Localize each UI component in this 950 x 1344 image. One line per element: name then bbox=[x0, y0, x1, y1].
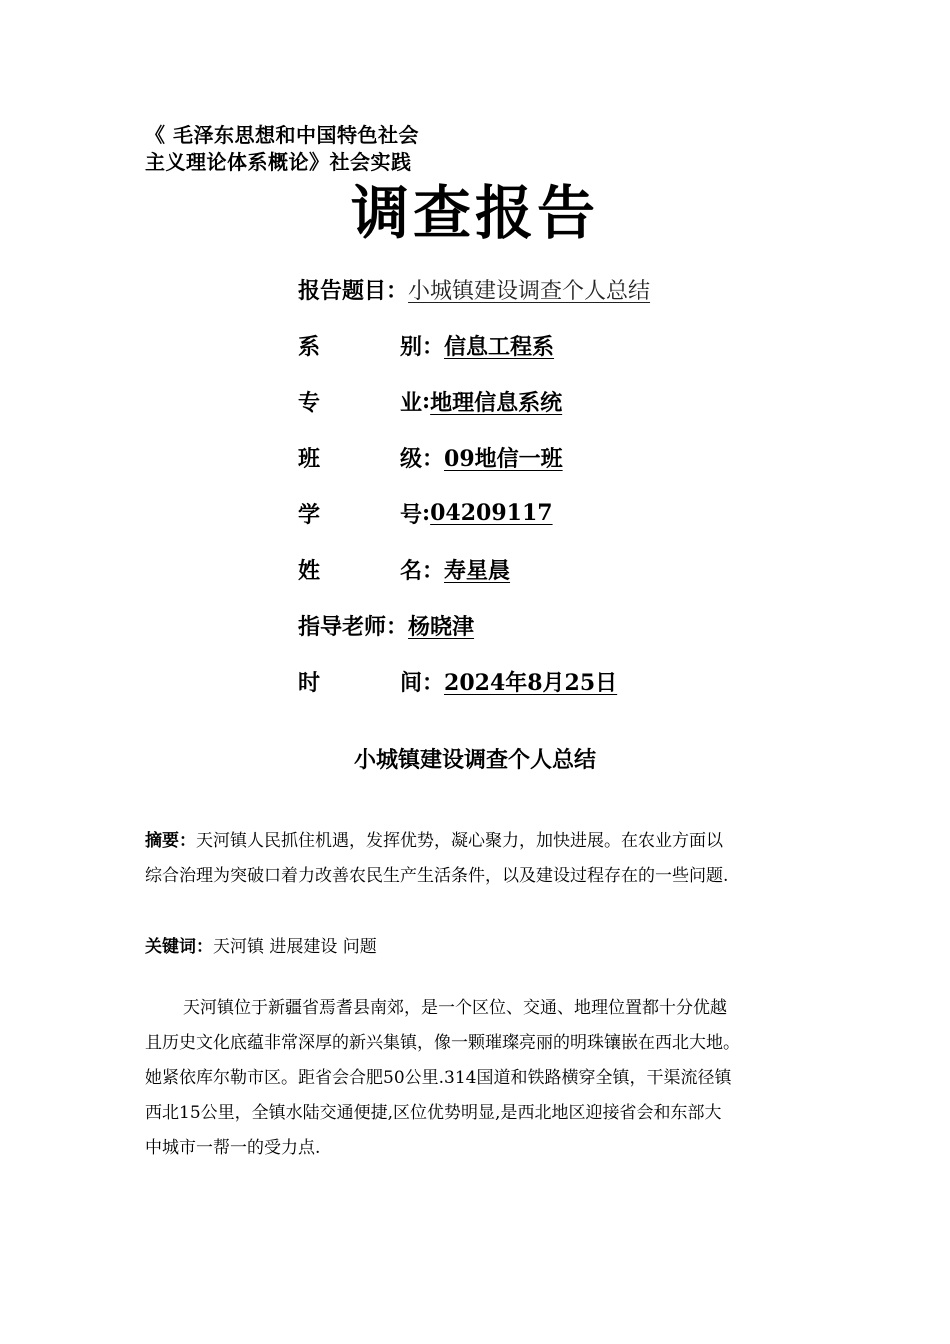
topic-colon: ： bbox=[386, 277, 409, 304]
department-value: 信息工程系 bbox=[444, 333, 555, 360]
body-line-1: 天河镇位于新疆省焉耆县南郊，是一个区位、交通、地理位置都十分优越 bbox=[183, 998, 727, 1018]
info-row-advisor bbox=[298, 609, 474, 641]
student-id-colon: : bbox=[422, 500, 431, 526]
class-value: 09地信一班 bbox=[444, 445, 563, 472]
info-row-class bbox=[298, 441, 563, 473]
class-label-b: 级 bbox=[399, 445, 422, 472]
student-id-label bbox=[298, 498, 422, 529]
class-label-a: 班 bbox=[298, 445, 321, 472]
info-row-date bbox=[298, 665, 617, 697]
date-colon: ： bbox=[422, 669, 445, 696]
class-colon: ： bbox=[422, 445, 445, 472]
body-line-3: 她紧依库尔勒市区。距省会合肥50公里.314国道和铁路横穿全镇，干渠流径镇 bbox=[145, 1068, 732, 1088]
topic-label: 报告题目 bbox=[298, 277, 387, 304]
name-colon: ： bbox=[422, 557, 445, 584]
abstract-line-2: 综合治理为突破口着力改善农民生产生活条件，以及建设过程存在的一些问题. bbox=[145, 866, 729, 886]
department-label-b: 别 bbox=[399, 333, 422, 360]
class-label bbox=[298, 442, 422, 473]
info-row-name bbox=[298, 553, 510, 585]
advisor-colon: ： bbox=[386, 613, 409, 640]
name-label-a: 姓 bbox=[298, 557, 321, 584]
course-title-line-1: 《 毛泽东思想和中国特色社会 bbox=[145, 123, 419, 147]
abstract-label: 摘要： bbox=[145, 831, 196, 851]
advisor-value: 杨晓津 bbox=[408, 613, 475, 640]
abstract-paragraph bbox=[145, 824, 810, 894]
name-label-b: 名 bbox=[399, 557, 422, 584]
info-row-student-id bbox=[298, 497, 553, 529]
major-label bbox=[298, 386, 422, 417]
name-value: 寿星晨 bbox=[444, 557, 511, 584]
advisor-label: 指导老师 bbox=[298, 613, 387, 640]
course-title-line-2: 主义理论体系概论》社会实践 bbox=[145, 150, 412, 174]
info-row-department bbox=[298, 329, 554, 361]
major-label-a: 专 bbox=[298, 389, 321, 416]
abstract-line-1 bbox=[145, 824, 810, 859]
body-line-4: 西北15公里，全镇水陆交通便捷,区位优势明显,是西北地区迎接省会和东部大 bbox=[145, 1103, 722, 1123]
major-colon: : bbox=[422, 388, 431, 414]
keywords-text: 天河镇 进展建设 问题 bbox=[213, 937, 377, 957]
major-label-b: 业 bbox=[399, 389, 422, 416]
body-line-5: 中城市一帮一的受力点. bbox=[145, 1138, 321, 1158]
date-label-b: 间 bbox=[399, 669, 422, 696]
date-label bbox=[298, 666, 422, 697]
body-line-2: 且历史文化底蕴非常深厚的新兴集镇，像一颗璀璨亮丽的明珠镶嵌在西北大地。 bbox=[145, 1033, 740, 1053]
info-row-topic bbox=[298, 273, 650, 305]
date-value: 2024年8月25日 bbox=[444, 669, 618, 696]
report-main-title: 调查报告 bbox=[350, 179, 599, 247]
topic-value: 小城镇建设调查个人总结 bbox=[408, 278, 651, 304]
student-id-label-b: 号 bbox=[399, 501, 422, 528]
keywords-label: 关键词： bbox=[145, 937, 213, 957]
course-title bbox=[145, 122, 485, 176]
major-value: 地理信息系统 bbox=[430, 389, 563, 416]
keywords-paragraph bbox=[145, 930, 810, 965]
student-id-label-a: 学 bbox=[298, 501, 321, 528]
department-colon: ： bbox=[422, 333, 445, 360]
date-label-a: 时 bbox=[298, 669, 321, 696]
student-id-value: 04209117 bbox=[430, 500, 553, 526]
abstract-text-1: 天河镇人民抓住机遇，发挥优势，凝心聚力，加快进展。在农业方面以 bbox=[196, 831, 723, 851]
keywords-line bbox=[145, 930, 810, 965]
department-label-a: 系 bbox=[298, 333, 321, 360]
department-label bbox=[298, 330, 422, 361]
body-paragraph bbox=[145, 991, 810, 1166]
name-label bbox=[298, 554, 422, 585]
section-title: 小城镇建设调查个人总结 bbox=[353, 747, 596, 773]
info-row-major bbox=[298, 385, 562, 417]
